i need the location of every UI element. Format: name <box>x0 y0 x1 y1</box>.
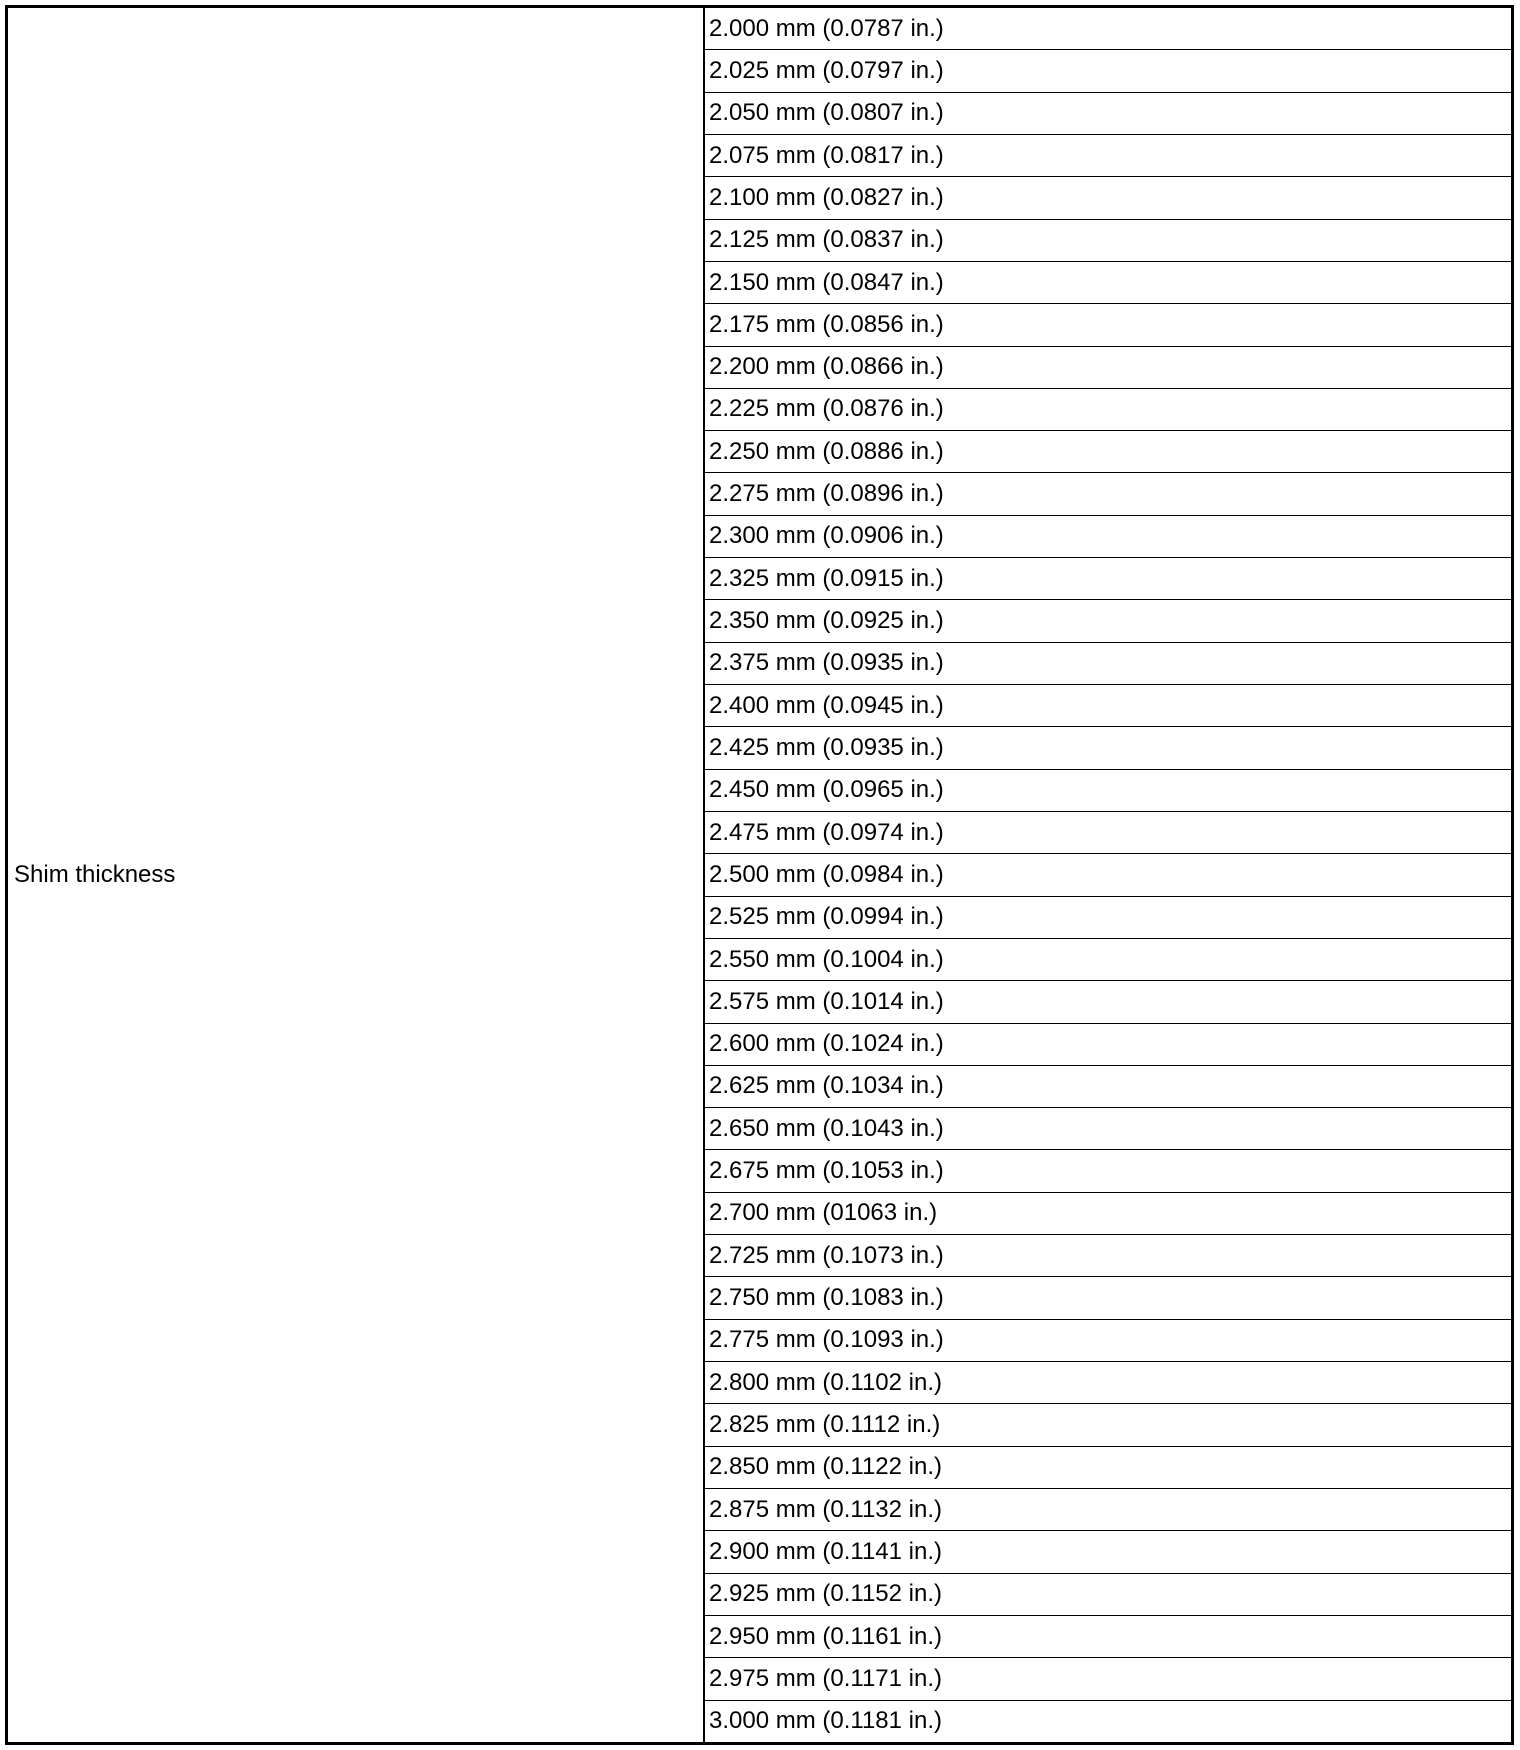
table-row: 2.850 mm (0.1122 in.) <box>705 1447 1511 1489</box>
table-row: 2.625 mm (0.1034 in.) <box>705 1066 1511 1108</box>
table-row: 2.375 mm (0.0935 in.) <box>705 643 1511 685</box>
shim-thickness-table <box>5 5 1514 1745</box>
table-row: 2.100 mm (0.0827 in.) <box>705 177 1511 219</box>
table-row: 2.600 mm (0.1024 in.) <box>705 1024 1511 1066</box>
table-row: 2.875 mm (0.1132 in.) <box>705 1489 1511 1531</box>
table-row: 2.300 mm (0.0906 in.) <box>705 516 1511 558</box>
table-row: 2.800 mm (0.1102 in.) <box>705 1362 1511 1404</box>
table-row: 2.725 mm (0.1073 in.) <box>705 1235 1511 1277</box>
table-row: 2.750 mm (0.1083 in.) <box>705 1277 1511 1319</box>
table-row: 2.175 mm (0.0856 in.) <box>705 304 1511 346</box>
table-row: 2.250 mm (0.0886 in.) <box>705 431 1511 473</box>
table-row: 2.200 mm (0.0866 in.) <box>705 347 1511 389</box>
label-cell <box>8 8 705 1742</box>
table-row: 2.975 mm (0.1171 in.) <box>705 1658 1511 1700</box>
table-row: 2.500 mm (0.0984 in.) <box>705 854 1511 896</box>
table-row: 2.425 mm (0.0935 in.) <box>705 727 1511 769</box>
values-column <box>705 8 1511 1742</box>
table-row: 2.950 mm (0.1161 in.) <box>705 1616 1511 1658</box>
table-row: 2.925 mm (0.1152 in.) <box>705 1574 1511 1616</box>
table-row: 2.225 mm (0.0876 in.) <box>705 389 1511 431</box>
table-row: 2.675 mm (0.1053 in.) <box>705 1150 1511 1192</box>
table-row: 2.650 mm (0.1043 in.) <box>705 1108 1511 1150</box>
table-row: 3.000 mm (0.1181 in.) <box>709 1707 943 1735</box>
table-row: 2.050 mm (0.0807 in.) <box>705 93 1511 135</box>
table-row: 2.475 mm (0.0974 in.) <box>705 812 1511 854</box>
table-row: 2.550 mm (0.1004 in.) <box>705 939 1511 981</box>
table-row: 2.400 mm (0.0945 in.) <box>705 685 1511 727</box>
table-row: 2.350 mm (0.0925 in.) <box>705 600 1511 642</box>
table-row: 2.900 mm (0.1141 in.) <box>705 1531 1511 1573</box>
table-row: 2.575 mm (0.1014 in.) <box>705 981 1511 1023</box>
table-row: 2.525 mm (0.0994 in.) <box>705 897 1511 939</box>
table-row: 2.450 mm (0.0965 in.) <box>705 770 1511 812</box>
table-row: 2.275 mm (0.0896 in.) <box>705 473 1511 515</box>
table-row: 2.825 mm (0.1112 in.) <box>705 1404 1511 1446</box>
table-row: 2.025 mm (0.0797 in.) <box>705 50 1511 92</box>
table-row: 2.325 mm (0.0915 in.) <box>705 558 1511 600</box>
table-row: 2.125 mm (0.0837 in.) <box>705 220 1511 262</box>
table-row: 2.000 mm (0.0787 in.) <box>705 8 1511 50</box>
table-row: 2.150 mm (0.0847 in.) <box>705 262 1511 304</box>
shim-thickness-label: Shim thickness <box>14 861 176 888</box>
table-row: 2.700 mm (01063 in.) <box>705 1193 1511 1235</box>
table-row: 2.075 mm (0.0817 in.) <box>705 135 1511 177</box>
table-row: 2.775 mm (0.1093 in.) <box>705 1320 1511 1362</box>
